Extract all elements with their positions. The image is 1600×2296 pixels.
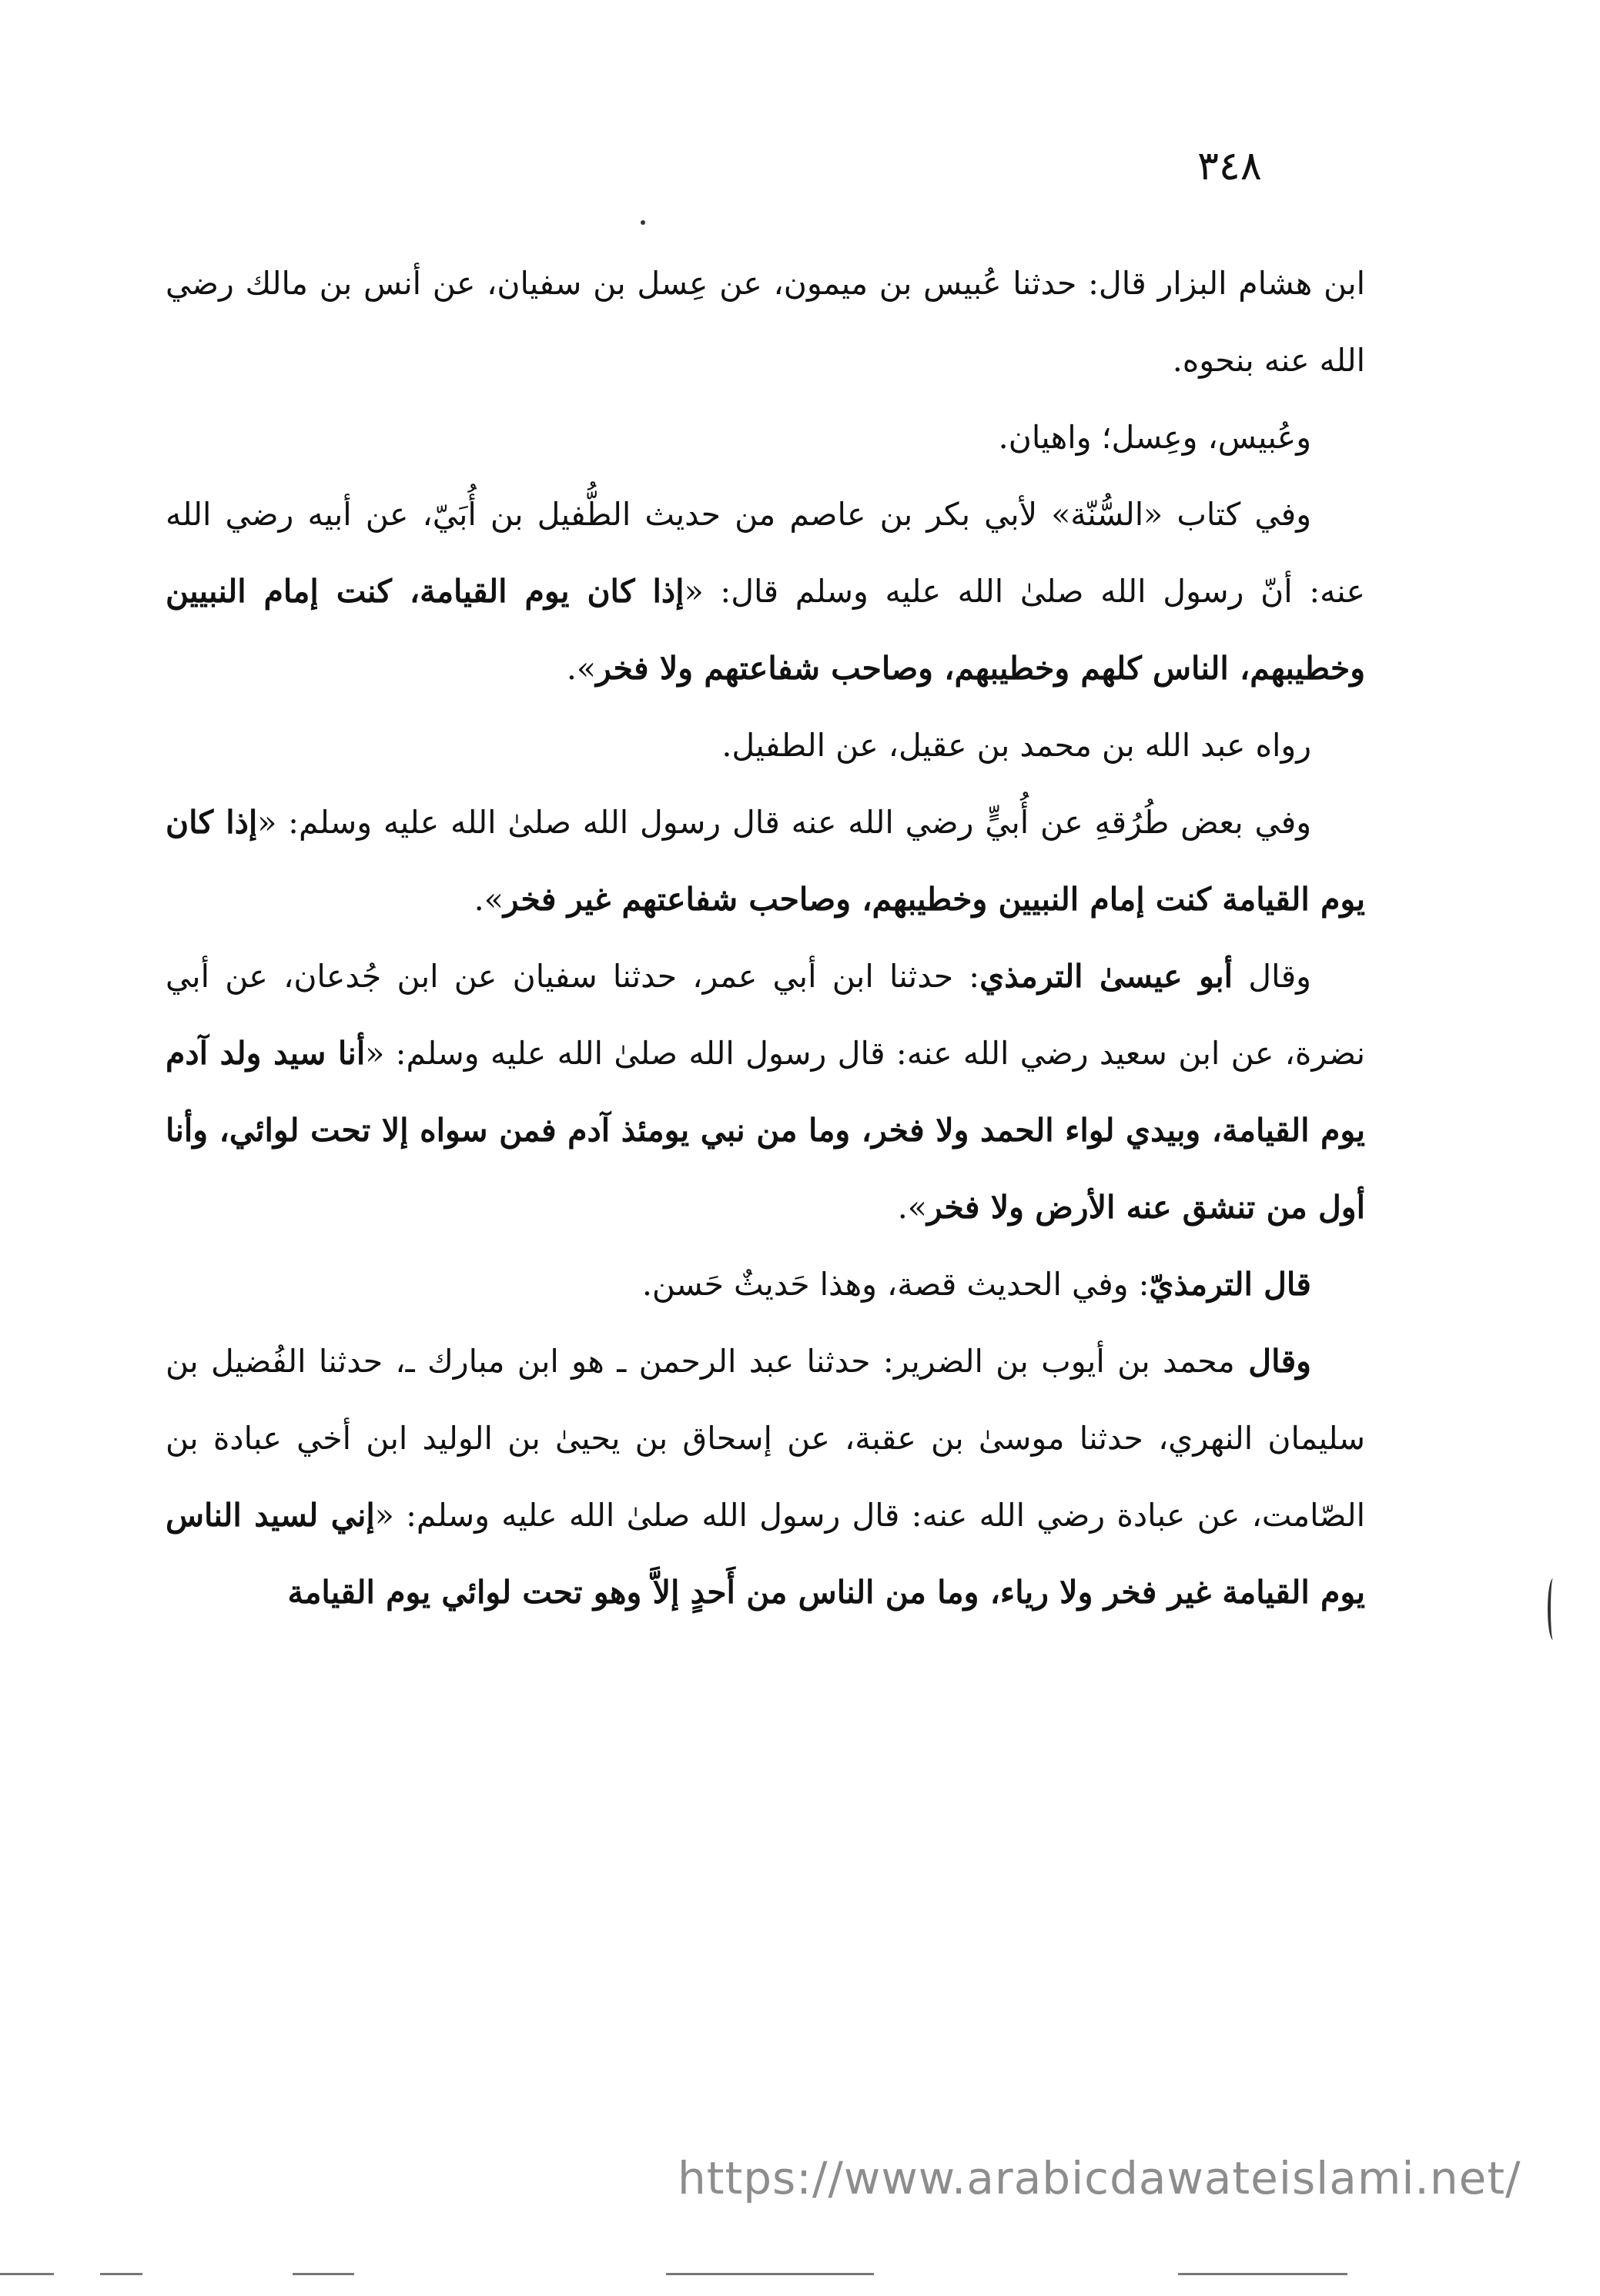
bold-text-segment: وقال (1234, 1343, 1311, 1380)
text-segment: وفي بعض طُرُقهِ عن أُبيٍّ رضي الله عنه قال رسول الله صلىٰ الله عليه وسلم: « (257, 804, 1312, 841)
paragraph (166, 1246, 1365, 1323)
text-segment: ». (474, 881, 504, 918)
footer-rule (293, 2273, 354, 2275)
text-segment: ». (566, 650, 596, 687)
bold-text-segment: إني لسيد الناس يوم القيامة غير فخر ولا رياء، وما من الناس من أَحدٍ إلاَّ وهو تحت لوائي يوم القيامة (166, 1497, 1365, 1611)
text-segment: محمد بن أيوب بن الضرير: حدثنا عبد الرحمن ـ هو ابن مبارك ـ، حدثنا الفُضيل بن سليمان النهري، حدثنا موسىٰ بن عقبة، عن إسحاق بن يحيىٰ بن الوليد ابن أخي عبادة بن الصّامت، عن عبادة رضي الله عنه: قال رسول الله صلىٰ الله عليه وسلم: « (166, 1343, 1365, 1534)
text-segment: : حدثنا ابن أبي عمر، حدثنا سفيان عن ابن جُدعان، عن أبي نضرة، عن ابن سعيد رضي الله عنه: قال رسول الله صلىٰ الله عليه وسلم: « (166, 958, 1365, 1072)
paragraph (166, 938, 1365, 1246)
paragraph (166, 399, 1365, 476)
paragraph (166, 1323, 1365, 1631)
text-segment: وفي كتاب «السُّنّة» لأبي بكر بن عاصم من حديث الطُّفيل بن أُبَيّ، عن أبيه رضي الله عنه: أنّ رسول الله صلىٰ الله عليه وسلم قال: « (166, 496, 1365, 610)
paragraph (166, 476, 1365, 707)
bold-text-segment: إذا كان يوم القيامة، كنت إمام النبيين وخطيبهم، الناس كلهم وخطيبهم، وصاحب شفاعتهم ولا فخر (166, 573, 1365, 687)
bold-text-segment: قال الترمذيّ (1149, 1266, 1311, 1303)
text-segment: ». (897, 1189, 927, 1226)
watermark-url: https://www.arabicdawateislami.net/ (678, 2152, 1521, 2204)
footer-rule (1178, 2273, 1347, 2275)
ink-speck (641, 220, 645, 225)
footer-rule (100, 2273, 142, 2275)
page-number: ٣٤٨ (1197, 143, 1262, 189)
text-segment: وعُبيس، وعِسل؛ واهيان. (998, 419, 1311, 456)
text-segment: وقال (1233, 958, 1311, 995)
text-segment: رواه عبد الله بن محمد بن عقيل، عن الطفيل. (721, 727, 1311, 764)
text-segment: : وفي الحديث قصة، وهذا حَديثٌ حَسن. (641, 1266, 1150, 1303)
paragraph (166, 707, 1365, 784)
paragraph (166, 784, 1365, 938)
bold-text-segment: أنا سيد ولد آدم يوم القيامة، وبيدي لواء الحمد ولا فخر، وما من نبي يومئذ آدم فمن سواه إلا تحت لوائي، وأنا أول من تنشق عنه الأرض ولا فخر (166, 1035, 1365, 1226)
footer-rule (0, 2273, 54, 2275)
text-segment: ابن هشام البزار قال: حدثنا عُبيس بن ميمون، عن عِسل بن سفيان، عن أنس بن مالك رضي الله عنه بنحوه. (166, 265, 1365, 379)
body-text (166, 245, 1365, 1631)
bold-text-segment: إذا كان يوم القيامة كنت إمام النبيين وخطيبهم، وصاحب شفاعتهم غير فخر (166, 804, 1365, 918)
margin-bracket-mark (1548, 1578, 1558, 1640)
footer-rule (666, 2273, 874, 2275)
bold-text-segment: أبو عيسىٰ الترمذي (979, 958, 1233, 995)
paragraph (166, 245, 1365, 399)
